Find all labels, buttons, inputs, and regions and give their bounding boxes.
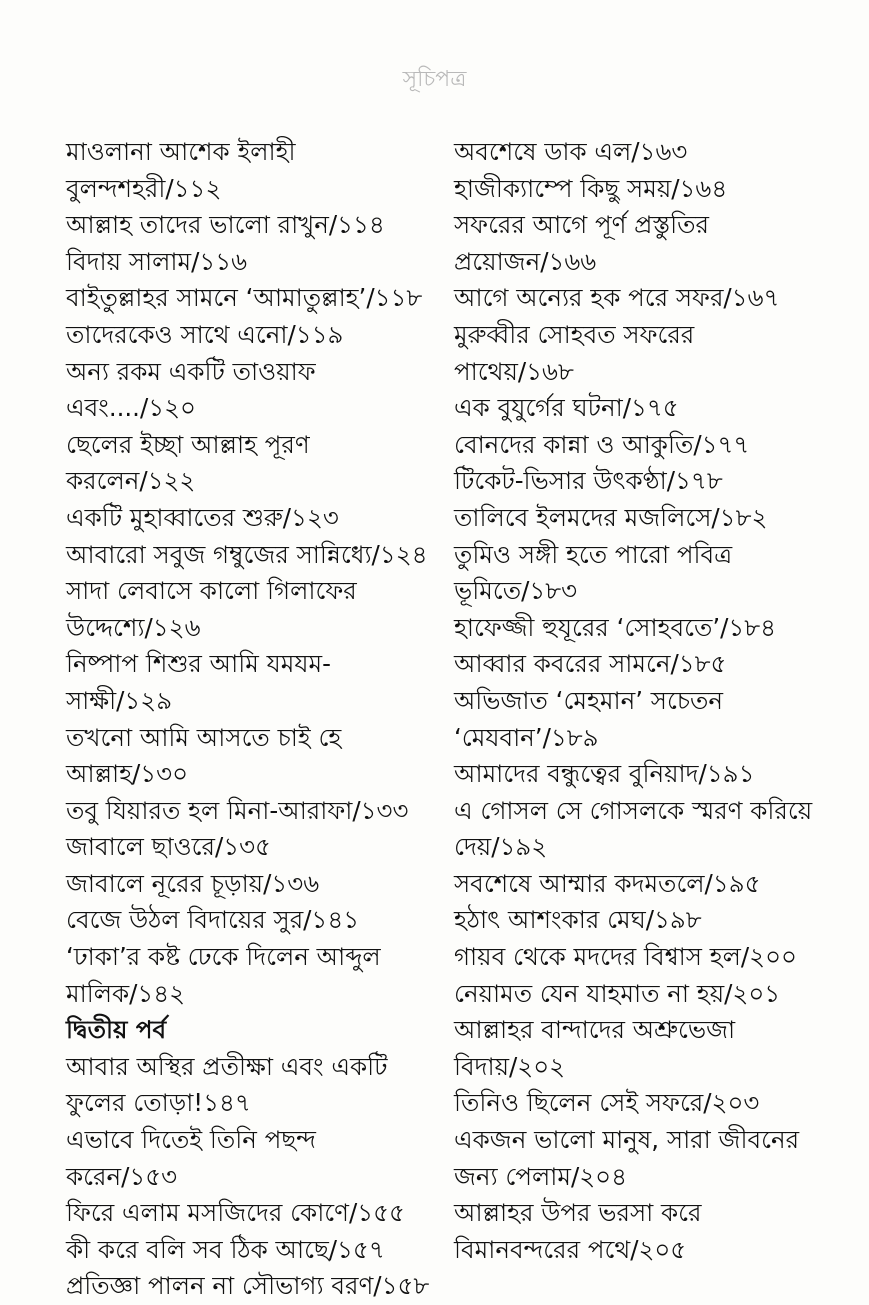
toc-entry-line: বোনদের কান্না ও আকুতি/১৭৭ bbox=[454, 429, 750, 459]
toc-entry-line: অবশেষে ডাক এল/১৬৩ bbox=[454, 137, 688, 166]
toc-entry-line: মুরুব্বীর সোহবত সফরের bbox=[454, 319, 695, 349]
toc-entry-line: করেন/১৫৩ bbox=[66, 1161, 178, 1191]
toc-entry-line: প্রতিজ্ঞা পালন না সৌভাগ্য বরণ/১৫৮ bbox=[66, 1271, 430, 1301]
toc-entry-line: আল্লাহর বান্দাদের অশ্রুভেজা bbox=[454, 1015, 736, 1045]
toc-entry-line: পাথেয়/১৬৮ bbox=[454, 356, 574, 386]
toc-entry-line: অভিজাত ‘মেহমান’ সচেতন bbox=[454, 685, 724, 715]
toc-entry-line: ভূমিতে/১৮৩ bbox=[454, 576, 578, 606]
toc-entry-line: বেজে উঠল বিদায়ের সুর/১৪১ bbox=[66, 905, 360, 935]
toc-entry-line: জন্য পেলাম/২০৪ bbox=[454, 1161, 627, 1191]
toc-entry-line: কী করে বলি সব ঠিক আছে/১৫৭ bbox=[66, 1234, 385, 1264]
toc-entry-line: করলেন/১২২ bbox=[66, 466, 196, 496]
toc-entry-line: মাওলানা আশেক ইলাহী bbox=[66, 137, 296, 166]
toc-entry-line: টিকেট-ভিসার উৎকণ্ঠা/১৭৮ bbox=[454, 466, 723, 496]
toc-entry-line: তবু যিয়ারত হল মিনা-আরাফা/১৩৩ bbox=[66, 795, 409, 825]
toc-entry-line: উদ্দেশ্যে/১২৬ bbox=[66, 612, 201, 642]
toc-entry-line: বাইতুল্লাহর সামনে ‘আমাতুল্লাহ’/১১৮ bbox=[66, 283, 423, 313]
toc-left-column bbox=[66, 134, 442, 1305]
toc-entry-line: দেয়/১৯২ bbox=[454, 832, 548, 862]
toc-entry-line: নিষ্পাপ শিশুর আমি যমযম- bbox=[66, 649, 331, 679]
toc-entry-line: জাবালে ছাওরে/১৩৫ bbox=[66, 832, 271, 862]
toc-entry-line: হঠাৎ আশংকার মেঘ/১৯৮ bbox=[454, 905, 702, 935]
toc-entry-line: আবার অস্থির প্রতীক্ষা এবং একটি bbox=[66, 1051, 388, 1081]
toc-entry-line: আব্বার কবরের সামনে/১৮৫ bbox=[454, 649, 727, 679]
toc-entry-line: হাফেজ্জী হুযূরের ‘সোহবতে’/১৮৪ bbox=[454, 612, 777, 642]
toc-entry-line: তালিবে ইলমদের মজলিসে/১৮২ bbox=[454, 502, 768, 532]
toc-entry-line: সাদা লেবাসে কালো গিলাফের bbox=[66, 576, 357, 606]
toc-entry-line: তুমিও সঙ্গী হতে পারো পবিত্র bbox=[454, 539, 733, 569]
toc-entry-line: বিমানবন্দরের পথে/২০৫ bbox=[454, 1234, 687, 1264]
toc-entry-line: ফিরে এলাম মসজিদের কোণে/১৫৫ bbox=[66, 1198, 405, 1228]
toc-entry-line: এ গোসল সে গোসলকে স্মরণ করিয়ে bbox=[454, 795, 813, 825]
toc-entry-line: জাবালে নূরের চূড়ায়/১৩৬ bbox=[66, 868, 320, 898]
toc-entry-line: এভাবে দিতেই তিনি পছন্দ bbox=[66, 1125, 316, 1155]
toc-entry-line: ‘মেযবান’/১৮৯ bbox=[454, 722, 599, 752]
toc-entry-line: ফুলের তোড়া!১৪৭ bbox=[66, 1088, 251, 1118]
toc-entry-line: সবশেষে আম্মার কদমতলে/১৯৫ bbox=[454, 868, 761, 898]
toc-entry-line: তাদেরকেও সাথে এনো/১১৯ bbox=[66, 319, 344, 349]
page-header: সূচিপত্র bbox=[402, 67, 467, 92]
toc-entry-line: গায়ব থেকে মদদের বিশ্বাস হল/২০০ bbox=[454, 942, 797, 972]
toc-entry-line: আগে অন্যের হক পরে সফর/১৬৭ bbox=[454, 283, 780, 313]
toc-entry-line: বিদায় সালাম/১১৬ bbox=[66, 246, 248, 276]
toc-entry-line: বুলন্দশহরী/১১২ bbox=[66, 173, 222, 203]
toc-entry-line: সফরের আগে পূর্ণ প্রস্তুতির bbox=[454, 210, 709, 240]
toc-entry-line: এবং..../১২০ bbox=[66, 393, 196, 423]
toc-right-column bbox=[454, 134, 854, 1268]
toc-entry-line: সাক্ষী/১২৯ bbox=[66, 685, 173, 715]
section-heading: দ্বিতীয় পর্ব bbox=[66, 1015, 167, 1045]
toc-entry-line: আল্লাহ তাদের ভালো রাখুন/১১৪ bbox=[66, 210, 385, 240]
toc-entry-line: প্রয়োজন/১৬৬ bbox=[454, 246, 597, 276]
toc-entry-line: এক বুযুর্গের ঘটনা/১৭৫ bbox=[454, 393, 679, 423]
toc-entry-line: আমাদের বন্ধুত্বের বুনিয়াদ/১৯১ bbox=[454, 759, 755, 789]
toc-entry-line: তখনো আমি আসতে চাই হে bbox=[66, 722, 342, 752]
toc-entry-line: একটি মুহাব্বাতের শুরু/১২৩ bbox=[66, 502, 339, 532]
toc-entry-line: তিনিও ছিলেন সেই সফরে/২০৩ bbox=[454, 1088, 760, 1118]
toc-entry-line: ‘ঢাকা’র কষ্ট ঢেকে দিলেন আব্দুল bbox=[66, 942, 381, 972]
toc-entry-line: ছেলের ইচ্ছা আল্লাহ পূরণ bbox=[66, 429, 310, 459]
toc-entry-line: একজন ভালো মানুষ, সারা জীবনের bbox=[454, 1125, 800, 1155]
toc-entry-line: আল্লাহ/১৩০ bbox=[66, 759, 188, 789]
toc-entry-line: নেয়ামত যেন যাহমাত না হয়/২০১ bbox=[454, 978, 781, 1008]
toc-entry-line: বিদায়/২০২ bbox=[454, 1051, 566, 1081]
toc-entry-line: মালিক/১৪২ bbox=[66, 978, 186, 1008]
toc-entry-line: হাজীক্যাম্পে কিছু সময়/১৬৪ bbox=[454, 173, 728, 203]
toc-entry-line: আল্লাহর উপর ভরসা করে bbox=[454, 1198, 702, 1228]
toc-entry-line: আবারো সবুজ গম্বুজের সান্নিধ্যে/১২৪ bbox=[66, 539, 428, 569]
toc-entry-line: অন্য রকম একটি তাওয়াফ bbox=[66, 356, 316, 386]
